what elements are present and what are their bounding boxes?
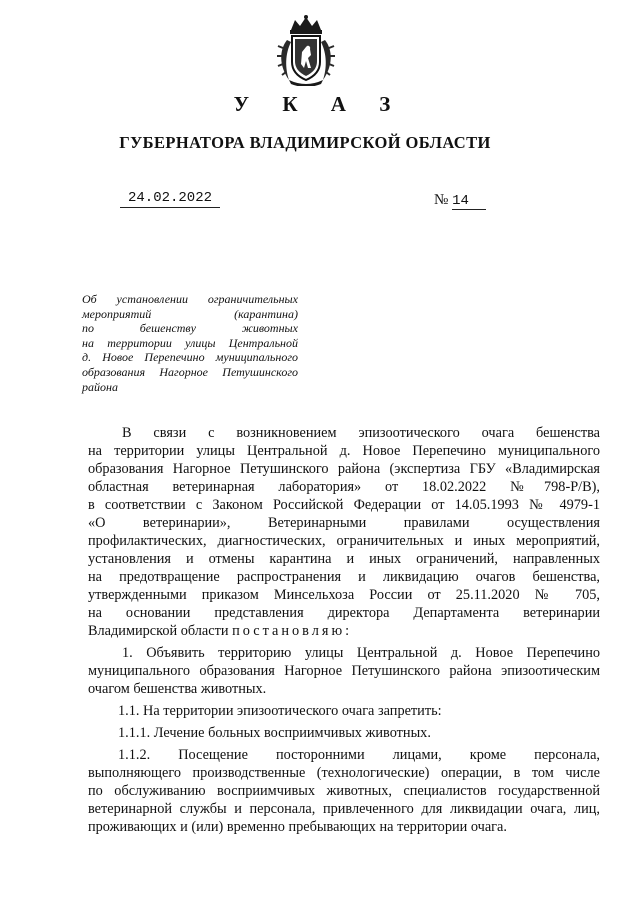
document-body	[88, 424, 600, 836]
body-line: 1.1.2. Посещение посторонними лицами, кроме персонала,	[118, 747, 600, 763]
document-number-block	[434, 192, 486, 210]
body-line: областная ветеринарная лаборатория» от 18.02.2022 №798-Р/В),	[88, 479, 600, 495]
body-line: 1.1.1. Лечение больных восприимчивых животных.	[118, 725, 431, 741]
body-line: утвержденными приказом Минсельхоза России от 25.11.2020 № 705,	[88, 587, 600, 603]
body-line: 1. Объявить территорию улицы Центральной д. Новое Перепечино	[122, 645, 600, 661]
body-line: 1.1. На территории эпизоотического очага запретить:	[118, 703, 442, 719]
subject-line: Об установлении ограничительных	[82, 292, 298, 306]
document-date: 24.02.2022	[120, 190, 220, 208]
subject-line: д. Новое Перепечино муниципального	[82, 350, 298, 365]
body-line: профилактических, диагностических, ограничительных и иных мероприятий,	[88, 533, 600, 549]
decree-keyword: постановляю:	[232, 623, 353, 639]
body-line: установления и отмены карантина и иных ограничений, направленных	[88, 551, 600, 567]
number-label: №	[434, 192, 449, 208]
subject-line: по бешенству животных	[82, 321, 298, 336]
document-type-title: У К А З	[233, 92, 405, 116]
subject-line: образования Нагорное Петушинского	[82, 364, 298, 379]
subject-line: района	[82, 379, 118, 394]
body-line: муниципального образования Нагорное Петушинского района эпизоотическим	[88, 663, 600, 679]
body-line: В связи с возникновением эпизоотического очага бешенства	[122, 425, 600, 441]
body-line: ветеринарной службы и персонала, привлеченного для ликвидации очага, лиц,	[88, 801, 600, 817]
issuer-title: ГУБЕРНАТОРА ВЛАДИМИРСКОЙ ОБЛАСТИ	[119, 133, 491, 152]
document-subject	[82, 292, 298, 394]
body-line: выполняющего производственные (технологические) операции, в том числе	[88, 765, 600, 781]
body-line: на предотвращение распространения и ликвидацию очагов бешенства,	[88, 569, 600, 585]
body-line: очагом бешенства животных.	[88, 681, 267, 697]
body-line: образования Нагорное Петушинского района (экспертиза ГБУ «Владимирская	[88, 461, 600, 477]
body-text: Владимирской области	[88, 623, 229, 639]
document-number: 14	[452, 193, 486, 210]
body-line	[88, 622, 600, 640]
body-line: на территории улицы Центральной д. Новое Перепечино муниципального	[88, 443, 600, 459]
subject-line: мероприятий (карантина)	[82, 306, 298, 321]
body-line: «О ветеринарии», Ветеринарными правилами осуществления	[88, 515, 600, 531]
body-line: проживающих и (или) временно пребывающих на территории очага.	[88, 819, 507, 835]
body-line: в соответствии с Законом Российской Федерации от 14.05.1993 № 4979-1	[88, 497, 600, 513]
coat-of-arms-icon	[275, 14, 337, 86]
body-line: по обслуживанию восприимчивых животных, специалистов государственной	[88, 783, 600, 799]
subject-line: на территории улицы Центральной	[82, 335, 298, 350]
body-line: на основании представления директора Департамента ветеринарии	[88, 605, 600, 621]
